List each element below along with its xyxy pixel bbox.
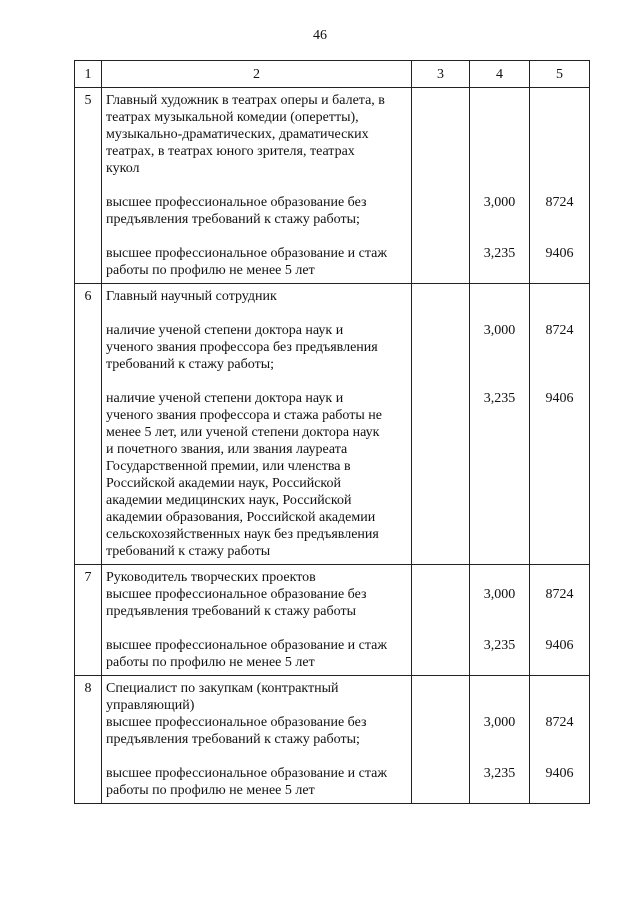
- coefficient-cell: [470, 565, 530, 676]
- description-line: академии образования, Российской академии: [106, 510, 376, 525]
- column-header-4: 4: [470, 61, 530, 88]
- description-line: наличие ученой степени доктора наук и: [106, 323, 344, 338]
- description-line: предъявления требований к стажу работы: [106, 604, 356, 619]
- description-line: работы по профилю не менее 5 лет: [106, 655, 315, 670]
- description-line: высшее профессиональное образование и стаж: [106, 766, 388, 781]
- row-number: 6: [75, 284, 102, 565]
- column-header-5: 5: [530, 61, 590, 88]
- description-line: кукол: [106, 161, 140, 176]
- coefficient-value: [470, 92, 529, 194]
- column-3-cell: [412, 284, 470, 565]
- coefficient-value: 3,000: [483, 715, 516, 730]
- description-line: работы по профилю не менее 5 лет: [106, 263, 315, 278]
- salary-table: [74, 60, 590, 804]
- coefficient-value: 3,235: [483, 246, 516, 261]
- coefficient-value: 3,235: [483, 391, 516, 406]
- table-row: [75, 284, 590, 565]
- column-header-2: 2: [102, 61, 412, 88]
- coefficient-value: 3,000: [483, 587, 516, 602]
- salary-value: 9406: [545, 246, 574, 261]
- salary-cell: [530, 676, 590, 804]
- coefficient-cell: [470, 676, 530, 804]
- column-3-cell: [412, 676, 470, 804]
- description-line: менее 5 лет, или ученой степени доктора наук: [106, 425, 380, 440]
- description-line: сельскохозяйственных наук без предъявления: [106, 527, 379, 542]
- description-line: управляющий): [106, 698, 195, 713]
- salary-value: 8724: [545, 323, 574, 338]
- position-description: [102, 676, 412, 804]
- position-description: [102, 565, 412, 676]
- row-number: 7: [75, 565, 102, 676]
- description-line: Главный художник в театрах оперы и балета, в: [106, 93, 385, 108]
- description-line: ученого звания профессора и стажа работы не: [106, 408, 382, 423]
- column-header-1: 1: [75, 61, 102, 88]
- table-header-row: [75, 61, 590, 88]
- column-3-cell: [412, 88, 470, 284]
- description-line: высшее профессиональное образование без: [106, 587, 367, 602]
- description-line: театрах музыкальной комедии (оперетты),: [106, 110, 359, 125]
- coefficient-value: [470, 680, 529, 714]
- description-line: ученого звания профессора без предъявления: [106, 340, 378, 355]
- description-line: требований к стажу работы: [106, 544, 271, 559]
- description-line: Специалист по закупкам (контрактный: [106, 681, 339, 696]
- description-line: высшее профессиональное образование без: [106, 195, 367, 210]
- description-line: требований к стажу работы;: [106, 357, 274, 372]
- coefficient-value: 3,235: [483, 638, 516, 653]
- description-line: работы по профилю не менее 5 лет: [106, 783, 315, 798]
- description-line: высшее профессиональное образование без: [106, 715, 367, 730]
- description-line: театрах, в театрах юного зрителя, театрах: [106, 144, 355, 159]
- salary-value: [530, 680, 589, 714]
- column-header-3: 3: [412, 61, 470, 88]
- description-line: предъявления требований к стажу работы;: [106, 212, 360, 227]
- description-line: Российской академии наук, Российской: [106, 476, 341, 491]
- table-body: [75, 61, 590, 804]
- position-description: [102, 88, 412, 284]
- salary-value: [530, 288, 589, 322]
- description-line: высшее профессиональное образование и стаж: [106, 246, 388, 261]
- description-line: музыкально-драматических, драматических: [106, 127, 369, 142]
- salary-value: 8724: [545, 587, 574, 602]
- salary-value: 8724: [545, 715, 574, 730]
- description-line: и почетного звания, или звания лауреата: [106, 442, 348, 457]
- salary-value: 9406: [545, 391, 574, 406]
- salary-value: [530, 92, 589, 194]
- coefficient-cell: [470, 284, 530, 565]
- salary-cell: [530, 88, 590, 284]
- coefficient-value: 3,235: [483, 766, 516, 781]
- coefficient-cell: [470, 88, 530, 284]
- coefficient-value: 3,000: [483, 195, 516, 210]
- position-description: [102, 284, 412, 565]
- description-line: Главный научный сотрудник: [106, 289, 277, 304]
- row-number: 5: [75, 88, 102, 284]
- coefficient-value: [470, 288, 529, 322]
- table-row: [75, 676, 590, 804]
- salary-value: 9406: [545, 638, 574, 653]
- page-number: 46: [313, 28, 327, 43]
- column-3-cell: [412, 565, 470, 676]
- table-row: [75, 88, 590, 284]
- description-line: академии медицинских наук, Российской: [106, 493, 352, 508]
- salary-value: 9406: [545, 766, 574, 781]
- salary-cell: [530, 565, 590, 676]
- salary-value: 8724: [545, 195, 574, 210]
- description-line: Государственной премии, или членства в: [106, 459, 351, 474]
- salary-cell: [530, 284, 590, 565]
- table-row: [75, 565, 590, 676]
- salary-value: [530, 569, 589, 586]
- coefficient-value: [470, 569, 529, 586]
- description-line: наличие ученой степени доктора наук и: [106, 391, 344, 406]
- description-line: предъявления требований к стажу работы;: [106, 732, 360, 747]
- description-line: высшее профессиональное образование и стаж: [106, 638, 388, 653]
- coefficient-value: 3,000: [483, 323, 516, 338]
- description-line: Руководитель творческих проектов: [106, 570, 316, 585]
- row-number: 8: [75, 676, 102, 804]
